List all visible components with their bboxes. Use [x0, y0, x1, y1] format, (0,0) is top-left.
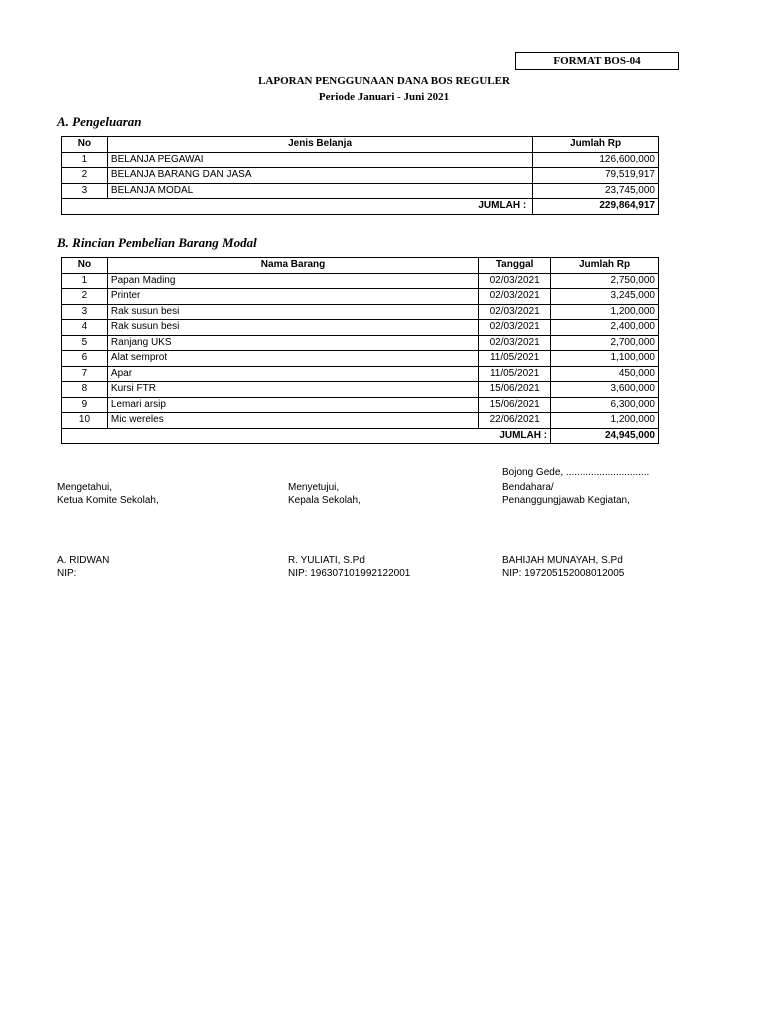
row-name: Kursi FTR — [107, 382, 478, 398]
row-amount: 450,000 — [551, 366, 659, 382]
total-label: JUMLAH : — [62, 199, 533, 215]
table-row — [62, 168, 659, 184]
row-date: 11/05/2021 — [479, 351, 551, 367]
section-a-title: A. Pengeluaran — [57, 114, 142, 129]
table-header-row — [62, 137, 659, 153]
row-date: 02/03/2021 — [479, 289, 551, 305]
row-amount: 23,745,000 — [533, 183, 659, 199]
capital-goods-table — [61, 257, 659, 444]
expenditure-table — [61, 136, 659, 215]
row-name: Rak susun besi — [107, 320, 478, 336]
row-no: 3 — [62, 183, 108, 199]
header-date: Tanggal — [479, 258, 551, 274]
signature-left — [57, 481, 159, 507]
signature-right — [502, 481, 630, 507]
left-role-line2: Ketua Komite Sekolah, — [57, 495, 159, 506]
row-name: Printer — [107, 289, 478, 305]
row-no: 6 — [62, 351, 108, 367]
row-name: Ranjang UKS — [107, 335, 478, 351]
row-type: BELANJA BARANG DAN JASA — [107, 168, 532, 184]
table-row — [62, 183, 659, 199]
table-row — [62, 366, 659, 382]
report-title: LAPORAN PENGGUNAAN DANA BOS REGULER — [258, 75, 510, 87]
signer-left — [57, 554, 109, 580]
left-name: A. RIDWAN — [57, 555, 110, 566]
header-amount: Jumlah Rp — [533, 137, 659, 153]
table-row — [62, 382, 659, 398]
row-amount: 3,600,000 — [551, 382, 659, 398]
row-no: 5 — [62, 335, 108, 351]
row-name: Alat semprot — [107, 351, 478, 367]
row-amount: 3,245,000 — [551, 289, 659, 305]
row-amount: 6,300,000 — [551, 397, 659, 413]
row-amount: 1,200,000 — [551, 304, 659, 320]
middle-nip: NIP: 196307101992122001 — [288, 568, 411, 579]
left-role-line1: Mengetahui, — [57, 482, 113, 493]
row-no: 2 — [62, 289, 108, 305]
signer-middle — [288, 554, 410, 580]
row-amount: 1,200,000 — [551, 413, 659, 429]
row-name: Mic wereles — [107, 413, 478, 429]
row-amount: 126,600,000 — [533, 152, 659, 168]
right-nip: NIP: 197205152008012005 — [502, 568, 625, 579]
row-name: Lemari arsip — [107, 397, 478, 413]
row-date: 02/03/2021 — [479, 320, 551, 336]
row-amount: 2,400,000 — [551, 320, 659, 336]
left-nip: NIP: — [57, 568, 77, 579]
table-row — [62, 152, 659, 168]
header-amount: Jumlah Rp — [551, 258, 659, 274]
table-row — [62, 397, 659, 413]
row-no: 1 — [62, 273, 108, 289]
row-date: 22/06/2021 — [479, 413, 551, 429]
row-no: 8 — [62, 382, 108, 398]
row-amount: 1,100,000 — [551, 351, 659, 367]
row-name: Rak susun besi — [107, 304, 478, 320]
row-no: 1 — [62, 152, 108, 168]
row-date: 02/03/2021 — [479, 335, 551, 351]
table-row — [62, 304, 659, 320]
header-no: No — [62, 137, 108, 153]
middle-name: R. YULIATI, S.Pd — [288, 555, 365, 566]
row-no: 9 — [62, 397, 108, 413]
row-type: BELANJA MODAL — [107, 183, 532, 199]
place-date: Bojong Gede, .............................. — [502, 467, 650, 478]
row-no: 3 — [62, 304, 108, 320]
header-name: Nama Barang — [107, 258, 478, 274]
row-no: 4 — [62, 320, 108, 336]
row-amount: 79,519,917 — [533, 168, 659, 184]
row-date: 15/06/2021 — [479, 382, 551, 398]
row-no: 10 — [62, 413, 108, 429]
total-value: 24,945,000 — [551, 428, 659, 444]
table-row — [62, 335, 659, 351]
row-date: 15/06/2021 — [479, 397, 551, 413]
table-row — [62, 413, 659, 429]
right-role-line1: Bendahara/ — [502, 482, 554, 493]
table-row — [62, 320, 659, 336]
signature-middle — [288, 481, 361, 507]
format-code-box: FORMAT BOS-04 — [515, 52, 679, 70]
row-no: 7 — [62, 366, 108, 382]
right-name: BAHIJAH MUNAYAH, S.Pd — [502, 555, 623, 566]
total-spacer — [62, 428, 479, 444]
header-no: No — [62, 258, 108, 274]
table-row — [62, 273, 659, 289]
signer-right — [502, 554, 624, 580]
row-date: 02/03/2021 — [479, 304, 551, 320]
row-no: 2 — [62, 168, 108, 184]
table-header-row — [62, 258, 659, 274]
total-row — [62, 428, 659, 444]
row-name: Apar — [107, 366, 478, 382]
right-role-line2: Penanggungjawab Kegiatan, — [502, 495, 630, 506]
total-row — [62, 199, 659, 215]
row-date: 02/03/2021 — [479, 273, 551, 289]
report-period: Periode Januari - Juni 2021 — [318, 91, 450, 103]
section-b-title: B. Rincian Pembelian Barang Modal — [57, 235, 257, 250]
middle-role-line1: Menyetujui, — [288, 482, 340, 493]
middle-role-line2: Kepala Sekolah, — [288, 495, 361, 506]
table-row — [62, 351, 659, 367]
row-amount: 2,750,000 — [551, 273, 659, 289]
header-type: Jenis Belanja — [107, 137, 532, 153]
table-row — [62, 289, 659, 305]
row-name: Papan Mading — [107, 273, 478, 289]
total-value: 229,864,917 — [533, 199, 659, 215]
row-type: BELANJA PEGAWAI — [107, 152, 532, 168]
row-amount: 2,700,000 — [551, 335, 659, 351]
total-label: JUMLAH : — [479, 428, 551, 444]
row-date: 11/05/2021 — [479, 366, 551, 382]
